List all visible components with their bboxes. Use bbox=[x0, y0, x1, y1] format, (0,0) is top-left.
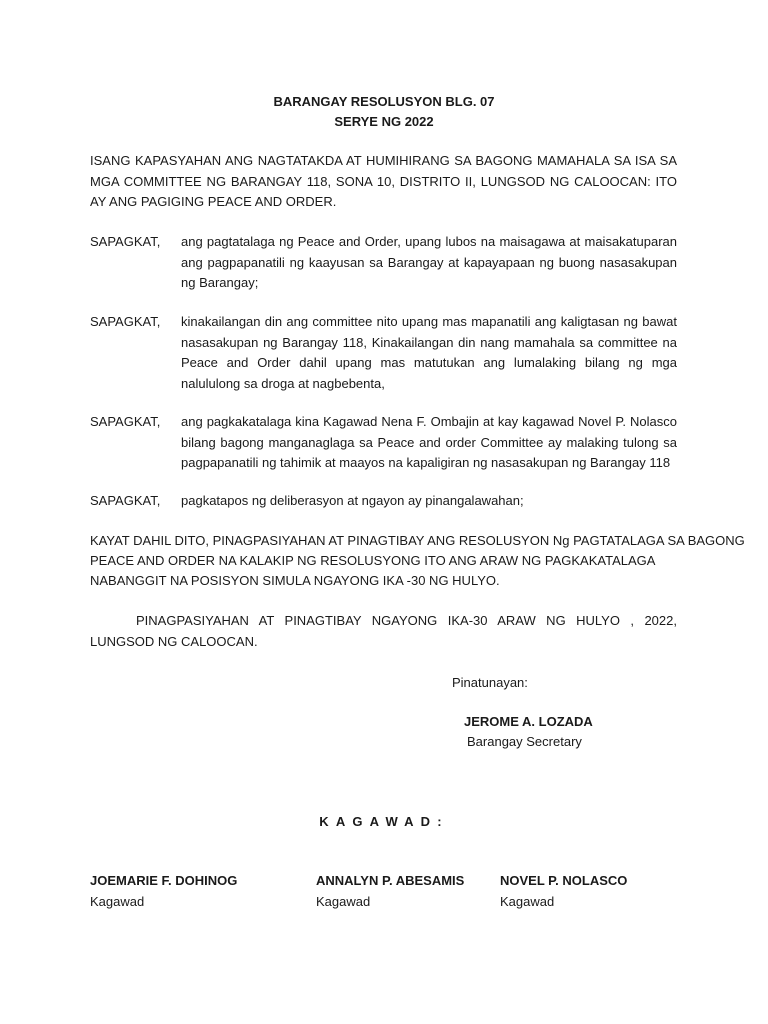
clause-label: SAPAGKAT, bbox=[90, 414, 161, 429]
clause-label: SAPAGKAT, bbox=[90, 493, 161, 508]
resolution-line: NABANGGIT NA POSISYON SIMULA NGAYONG IKA -30 NG HULYO. bbox=[90, 573, 500, 588]
clause-text: ang pagtatalaga ng Peace and Order, upang lubos na maisagawa at maisakatuparan ang pagpapanatili ng kaayusan sa Barangay at kapayapaan ng buong nasasakupan ng Barangay; bbox=[181, 234, 677, 290]
kagawad-signatory bbox=[90, 871, 237, 912]
resolution-title: BARANGAY RESOLUSYON BLG. 07 bbox=[273, 94, 495, 109]
kagawad-name: NOVEL P. NOLASCO bbox=[500, 873, 628, 888]
secretary-position: Barangay Secretary bbox=[467, 734, 582, 749]
clause-label: SAPAGKAT, bbox=[90, 314, 161, 329]
clause-label: SAPAGKAT, bbox=[90, 234, 161, 249]
kagawad-signatory bbox=[316, 871, 464, 912]
kagawad-position: Kagawad bbox=[90, 893, 145, 909]
intro-paragraph: ISANG KAPASYAHAN ANG NAGTATAKDA AT HUMIHIRANG SA BAGONG MAMAHALA SA ISA SA MGA COMMITTEE NG BARANGAY 118, SONA 10, DISTRITO II, LUNGSOD NG CALOOCAN: ITO AY ANG PAGIGING PEACE AND ORDER. bbox=[90, 153, 677, 209]
clause-text: pagkatapos ng deliberasyon at ngayon ay pinangalawahan; bbox=[181, 493, 524, 508]
kagawad-position: Kagawad bbox=[316, 893, 371, 909]
adoption-paragraph: PINAGPASIYAHAN AT PINAGTIBAY NGAYONG IKA-30 ARAW NG HULYO , 2022, LUNGSOD NG CALOOCAN. bbox=[90, 613, 677, 649]
secretary-name: JEROME A. LOZADA bbox=[464, 714, 593, 729]
kagawad-name: ANNALYN P. ABESAMIS bbox=[316, 873, 465, 888]
kagawad-signatory bbox=[500, 871, 627, 912]
attestation-label: Pinatunayan: bbox=[452, 675, 528, 690]
resolution-line: KAYAT DAHIL DITO, PINAGPASIYAHAN AT PINAGTIBAY ANG RESOLUSYON Ng PAGTATALAGA SA BAGONG bbox=[90, 533, 745, 548]
resolution-line: PEACE AND ORDER NA KALAKIP NG RESOLUSYONG ITO ANG ARAW NG PAGKAKATALAGA bbox=[90, 553, 656, 568]
resolution-series: SERYE NG 2022 bbox=[334, 114, 434, 129]
kagawad-heading: KAGAWAD: bbox=[319, 814, 449, 829]
kagawad-name: JOEMARIE F. DOHINOG bbox=[90, 873, 238, 888]
kagawad-position: Kagawad bbox=[500, 893, 555, 909]
clause-text: kinakailangan din ang committee nito upang mas mapanatili ang kaligtasan ng bawat nasasakupan ng Barangay 118, Kinakailangan din nang mamahala sa committee na Peace and Order dahil upang mas matutukan ang lumalaking bilang ng mga nalululong sa droga at nagbebenta, bbox=[181, 314, 677, 391]
clause-text: ang pagkakatalaga kina Kagawad Nena F. Ombajin at kay kagawad Novel P. Nolasco bilang bagong manganaglaga sa Peace and order Committee ay malaking tulong sa pagpapanatili ng tahimik at maayos na kapaligiran ng nasasakupan ng Barangay 118 bbox=[181, 414, 677, 470]
